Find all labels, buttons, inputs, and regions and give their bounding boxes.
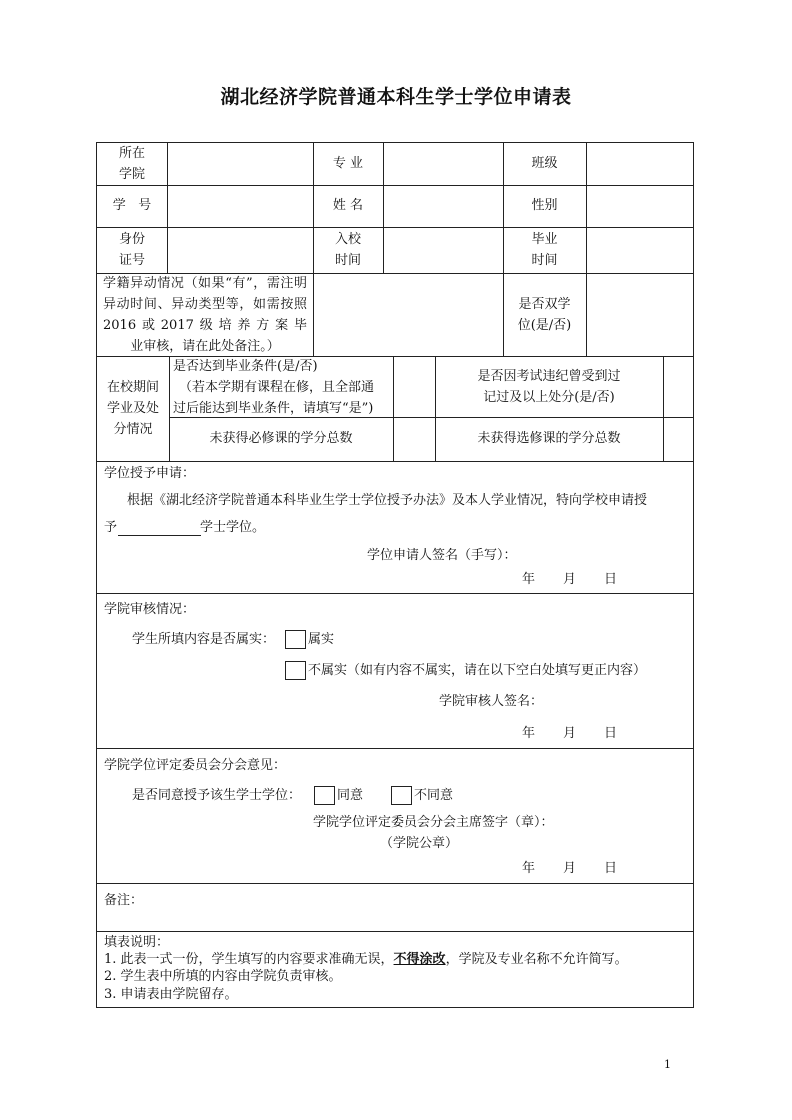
- college-label: 所在 学院: [118, 146, 145, 182]
- application-form: [96, 142, 694, 1008]
- application-heading: 学位授予申请：: [104, 466, 196, 481]
- remarks-label: 备注：: [104, 893, 144, 908]
- reviewer-signature-label: 学院审核人签名：: [439, 694, 544, 709]
- committee-heading: 学院学位评定委员会分会意见：: [104, 758, 287, 773]
- form-title: 湖北经济学院普通本科生学士学位申请表: [220, 86, 572, 108]
- row-line: [97, 185, 693, 186]
- status-change-label-last: 业审核，请在此处备注。）: [130, 339, 280, 354]
- study-situation-label: 在校期间 学业及处 分情况: [106, 380, 159, 437]
- agree-checkbox[interactable]: [314, 786, 335, 805]
- disagree-checkbox[interactable]: [391, 786, 412, 805]
- col-line: [167, 143, 168, 273]
- col-line: [586, 143, 587, 273]
- college-seal-label: （学院公章）: [380, 836, 459, 851]
- application-body: 根据《湖北经济学院普通本科毕业生学士学位授予办法》及本人学业情况，特向学校申请授: [127, 493, 648, 508]
- required-credits-label: 未获得必修课的学分总数: [209, 431, 353, 446]
- col-line: [313, 273, 314, 356]
- page-number: 1: [664, 1058, 671, 1071]
- review-date: 年 月 日: [522, 726, 618, 741]
- agree-option-label: 同意: [337, 788, 364, 803]
- graduation-condition-label: 是否达到毕业条件(是/否) （若本学期有课程在修，且全部通 过后能达到毕业条件，请填写“是”): [173, 359, 375, 416]
- gender-label: 性别: [531, 198, 558, 213]
- committee-question: 是否同意授予该生学士学位：: [132, 788, 302, 803]
- name-label: 姓 名: [332, 198, 364, 213]
- application-degree-line: 予 学士学位。: [104, 520, 266, 535]
- true-checkbox[interactable]: [285, 630, 306, 649]
- application-date: 年 月 日: [522, 572, 618, 587]
- id-number-label: 身份 证号: [118, 232, 145, 268]
- degree-blank-field[interactable]: [118, 535, 201, 536]
- row-line: [97, 227, 693, 228]
- applicant-signature-label: 学位申请人签名（手写）：: [367, 548, 517, 563]
- college-review-question: 学生所填内容是否属实：: [132, 632, 276, 647]
- instruction-item-2: 2. 学生表中所填的内容由学院负责审核。: [104, 969, 342, 984]
- disagree-option-label: 不同意: [414, 788, 454, 803]
- instruction-item-3: 3. 申请表由学院留存。: [104, 987, 238, 1002]
- instruction-item-1: 1. 此表一式一份，学生填写的内容要求准确无误，不得涂改，学院及专业名称不允许简写。: [104, 952, 628, 967]
- col-line: [383, 143, 384, 273]
- row-line: [97, 931, 693, 932]
- instructions-heading: 填表说明：: [104, 935, 170, 950]
- enroll-date-label: 入校 时间: [334, 232, 361, 268]
- row-line: [97, 748, 693, 749]
- true-option-label: 属实: [308, 632, 335, 647]
- major-label: 专 业: [332, 156, 364, 171]
- false-checkbox[interactable]: [285, 661, 306, 680]
- row-line: [97, 461, 693, 462]
- row-line: [97, 883, 693, 884]
- student-id-label: 学 号: [112, 198, 152, 213]
- college-review-heading: 学院审核情况：: [104, 602, 196, 617]
- false-option-label: 不属实（如有内容不属实，请在以下空白处填写更正内容）: [308, 663, 647, 678]
- col-line: [393, 356, 394, 461]
- status-change-label: 学籍异动情况（如果“有”，需注明异动时间、异动类型等，如需按照2016或2017级培养方案毕: [103, 276, 307, 333]
- col-line: [586, 273, 587, 356]
- committee-date: 年 月 日: [522, 861, 618, 876]
- class-label: 班级: [531, 156, 558, 171]
- graduation-date-label: 毕业 时间: [531, 232, 558, 268]
- double-degree-label: 是否双学 位(是/否): [517, 297, 572, 333]
- col-line: [663, 356, 664, 461]
- chair-signature-label: 学院学位评定委员会分会主席签字（章）：: [313, 815, 554, 830]
- discipline-label: 是否因考试违纪曾受到过 记过及以上处分(是/否): [477, 369, 621, 405]
- elective-credits-label: 未获得选修课的学分总数: [477, 431, 621, 446]
- row-line: [97, 593, 693, 594]
